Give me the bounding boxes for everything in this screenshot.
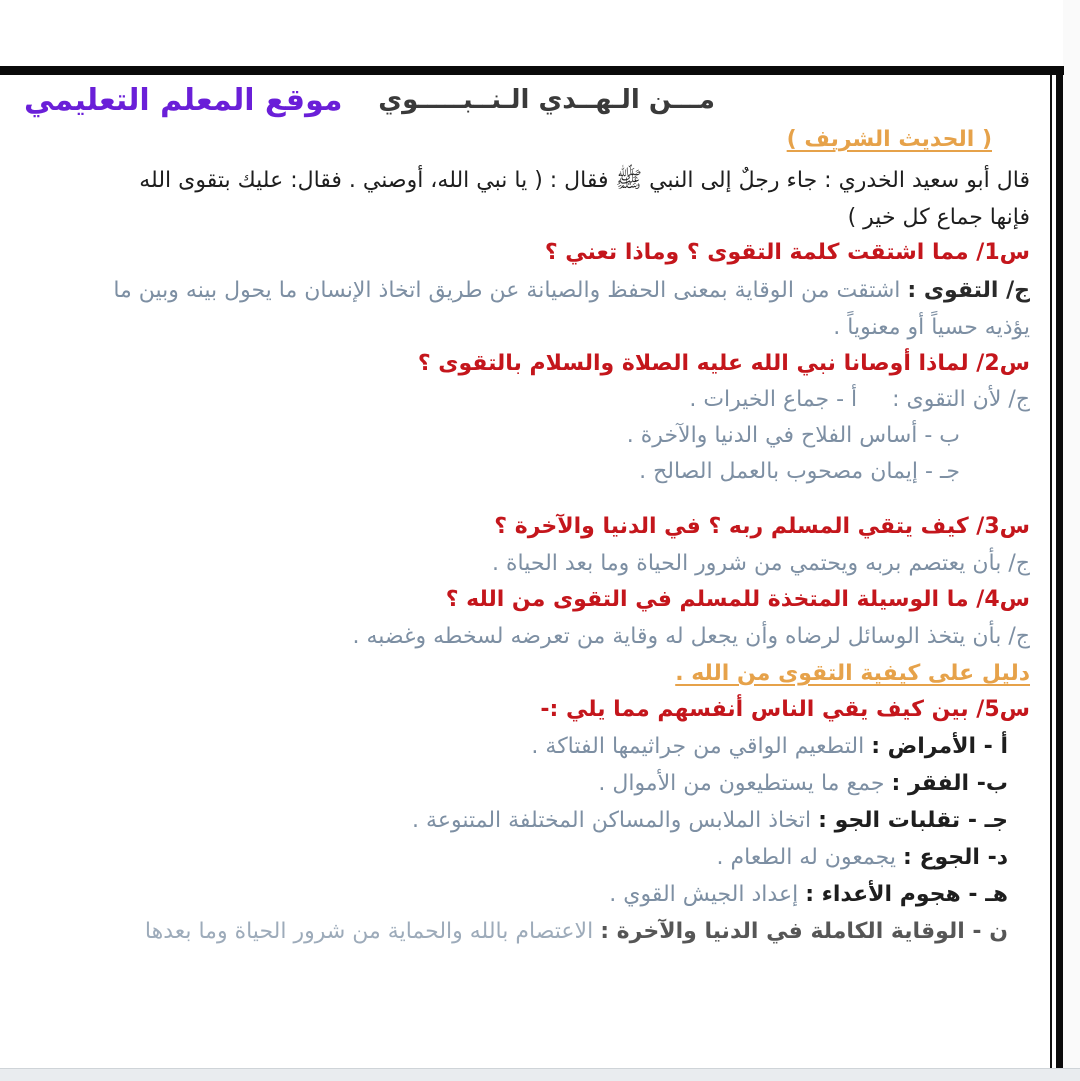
answer-1-text: اشتقت من الوقاية بمعنى الحفظ والصيانة عن طريق اتخاذ الإنسان ما يحول بينه وبين ما — [113, 278, 901, 303]
q5-item-d — [717, 843, 1008, 873]
question-1: س1/ مما اشتقت كلمة التقوى ؟ وماذا تعني ؟ — [544, 240, 1030, 265]
hadith-text-line-2: فإنها جماع كل خير ) — [847, 205, 1030, 230]
answer-1-line-2: يؤذيه حسياً أو معنوياً . — [833, 315, 1030, 340]
q5-item-d-label: د- الجوع : — [902, 845, 1008, 870]
q5-item-e-text: إعداد الجيش القوي . — [609, 882, 799, 907]
q5-item-b — [598, 769, 1008, 799]
q5-item-b-label: ب- الفقر : — [891, 771, 1008, 796]
answer-4: ج/ بأن يتخذ الوسائل لرضاه وأن يجعل له وقاية من تعرضه لسخطه وغضبه . — [352, 624, 1030, 649]
q5-item-a-label: أ - الأمراض : — [871, 734, 1008, 759]
site-watermark: موقع المعلم التعليمي — [24, 83, 343, 118]
q5-item-e — [609, 880, 1008, 910]
page-title: مـــن الـهــدي الـنــبـــــوي — [378, 85, 715, 115]
answer-2-item-a: أ - جماع الخيرات . — [689, 387, 858, 412]
q5-item-a-text: التطعيم الواقي من جراثيمها الفتاكة . — [531, 734, 865, 759]
top-margin — [0, 0, 1080, 66]
q5-item-c-text: اتخاذ الملابس والمساكن المختلفة المتنوعة . — [412, 808, 812, 833]
question-3: س3/ كيف يتقي المسلم ربه ؟ في الدنيا والآخرة ؟ — [494, 514, 1030, 539]
q5-item-a — [531, 732, 1008, 762]
q5-item-d-text: يجمعون له الطعام . — [716, 845, 896, 870]
q5-item-c — [412, 806, 1008, 836]
hadith-text-line-1: قال أبو سعيد الخدري : جاء رجلٌ إلى النبي ﷺ فقال : ( يا نبي الله، أوصني . فقال: عليك بتقوى الله — [139, 168, 1030, 193]
question-4: س4/ ما الوسيلة المتخذة للمسلم في التقوى من الله ؟ — [445, 587, 1030, 612]
q5-item-f — [145, 917, 1008, 947]
q5-item-c-label: جـ - تقلبات الجو : — [818, 808, 1008, 833]
answer-2-intro: ج/ لأن التقوى : — [892, 387, 1030, 412]
q5-item-e-label: هـ - هجوم الأعداء : — [805, 882, 1008, 907]
hadith-heading: ( الحديث الشريف ) — [786, 127, 992, 152]
answer-2-item-b: ب - أساس الفلاح في الدنيا والآخرة . — [626, 423, 960, 448]
right-margin — [1063, 0, 1080, 1080]
question-2: س2/ لماذا أوصانا نبي الله عليه الصلاة والسلام بالتقوى ؟ — [417, 351, 1030, 376]
page-frame-top-border — [0, 66, 1064, 75]
answer-1-line-1 — [113, 276, 1030, 306]
evidence-heading: دليل على كيفية التقوى من الله . — [675, 661, 1030, 686]
page-frame-right-inner-border — [1050, 75, 1052, 1080]
bottom-edge-bar — [0, 1068, 1080, 1081]
answer-3: ج/ بأن يعتصم بربه ويحتمي من شرور الحياة وما بعد الحياة . — [492, 551, 1030, 576]
document-page — [0, 75, 1040, 1068]
answer-2-intro-line — [689, 385, 1030, 415]
q5-item-f-text: الاعتصام بالله والحماية من شرور الحياة وما بعدها — [144, 919, 594, 944]
answer-2-item-c: جـ - إيمان مصحوب بالعمل الصالح . — [639, 459, 960, 484]
q5-item-f-label: ن - الوقاية الكاملة في الدنيا والآخرة : — [600, 919, 1008, 944]
question-5: س5/ بين كيف يقي الناس أنفسهم مما يلي :- — [540, 697, 1030, 722]
answer-1-label: ج/ التقوى : — [907, 278, 1030, 303]
q5-item-b-text: جمع ما يستطيعون من الأموال . — [598, 771, 885, 796]
page-frame-right-border — [1056, 66, 1063, 1080]
